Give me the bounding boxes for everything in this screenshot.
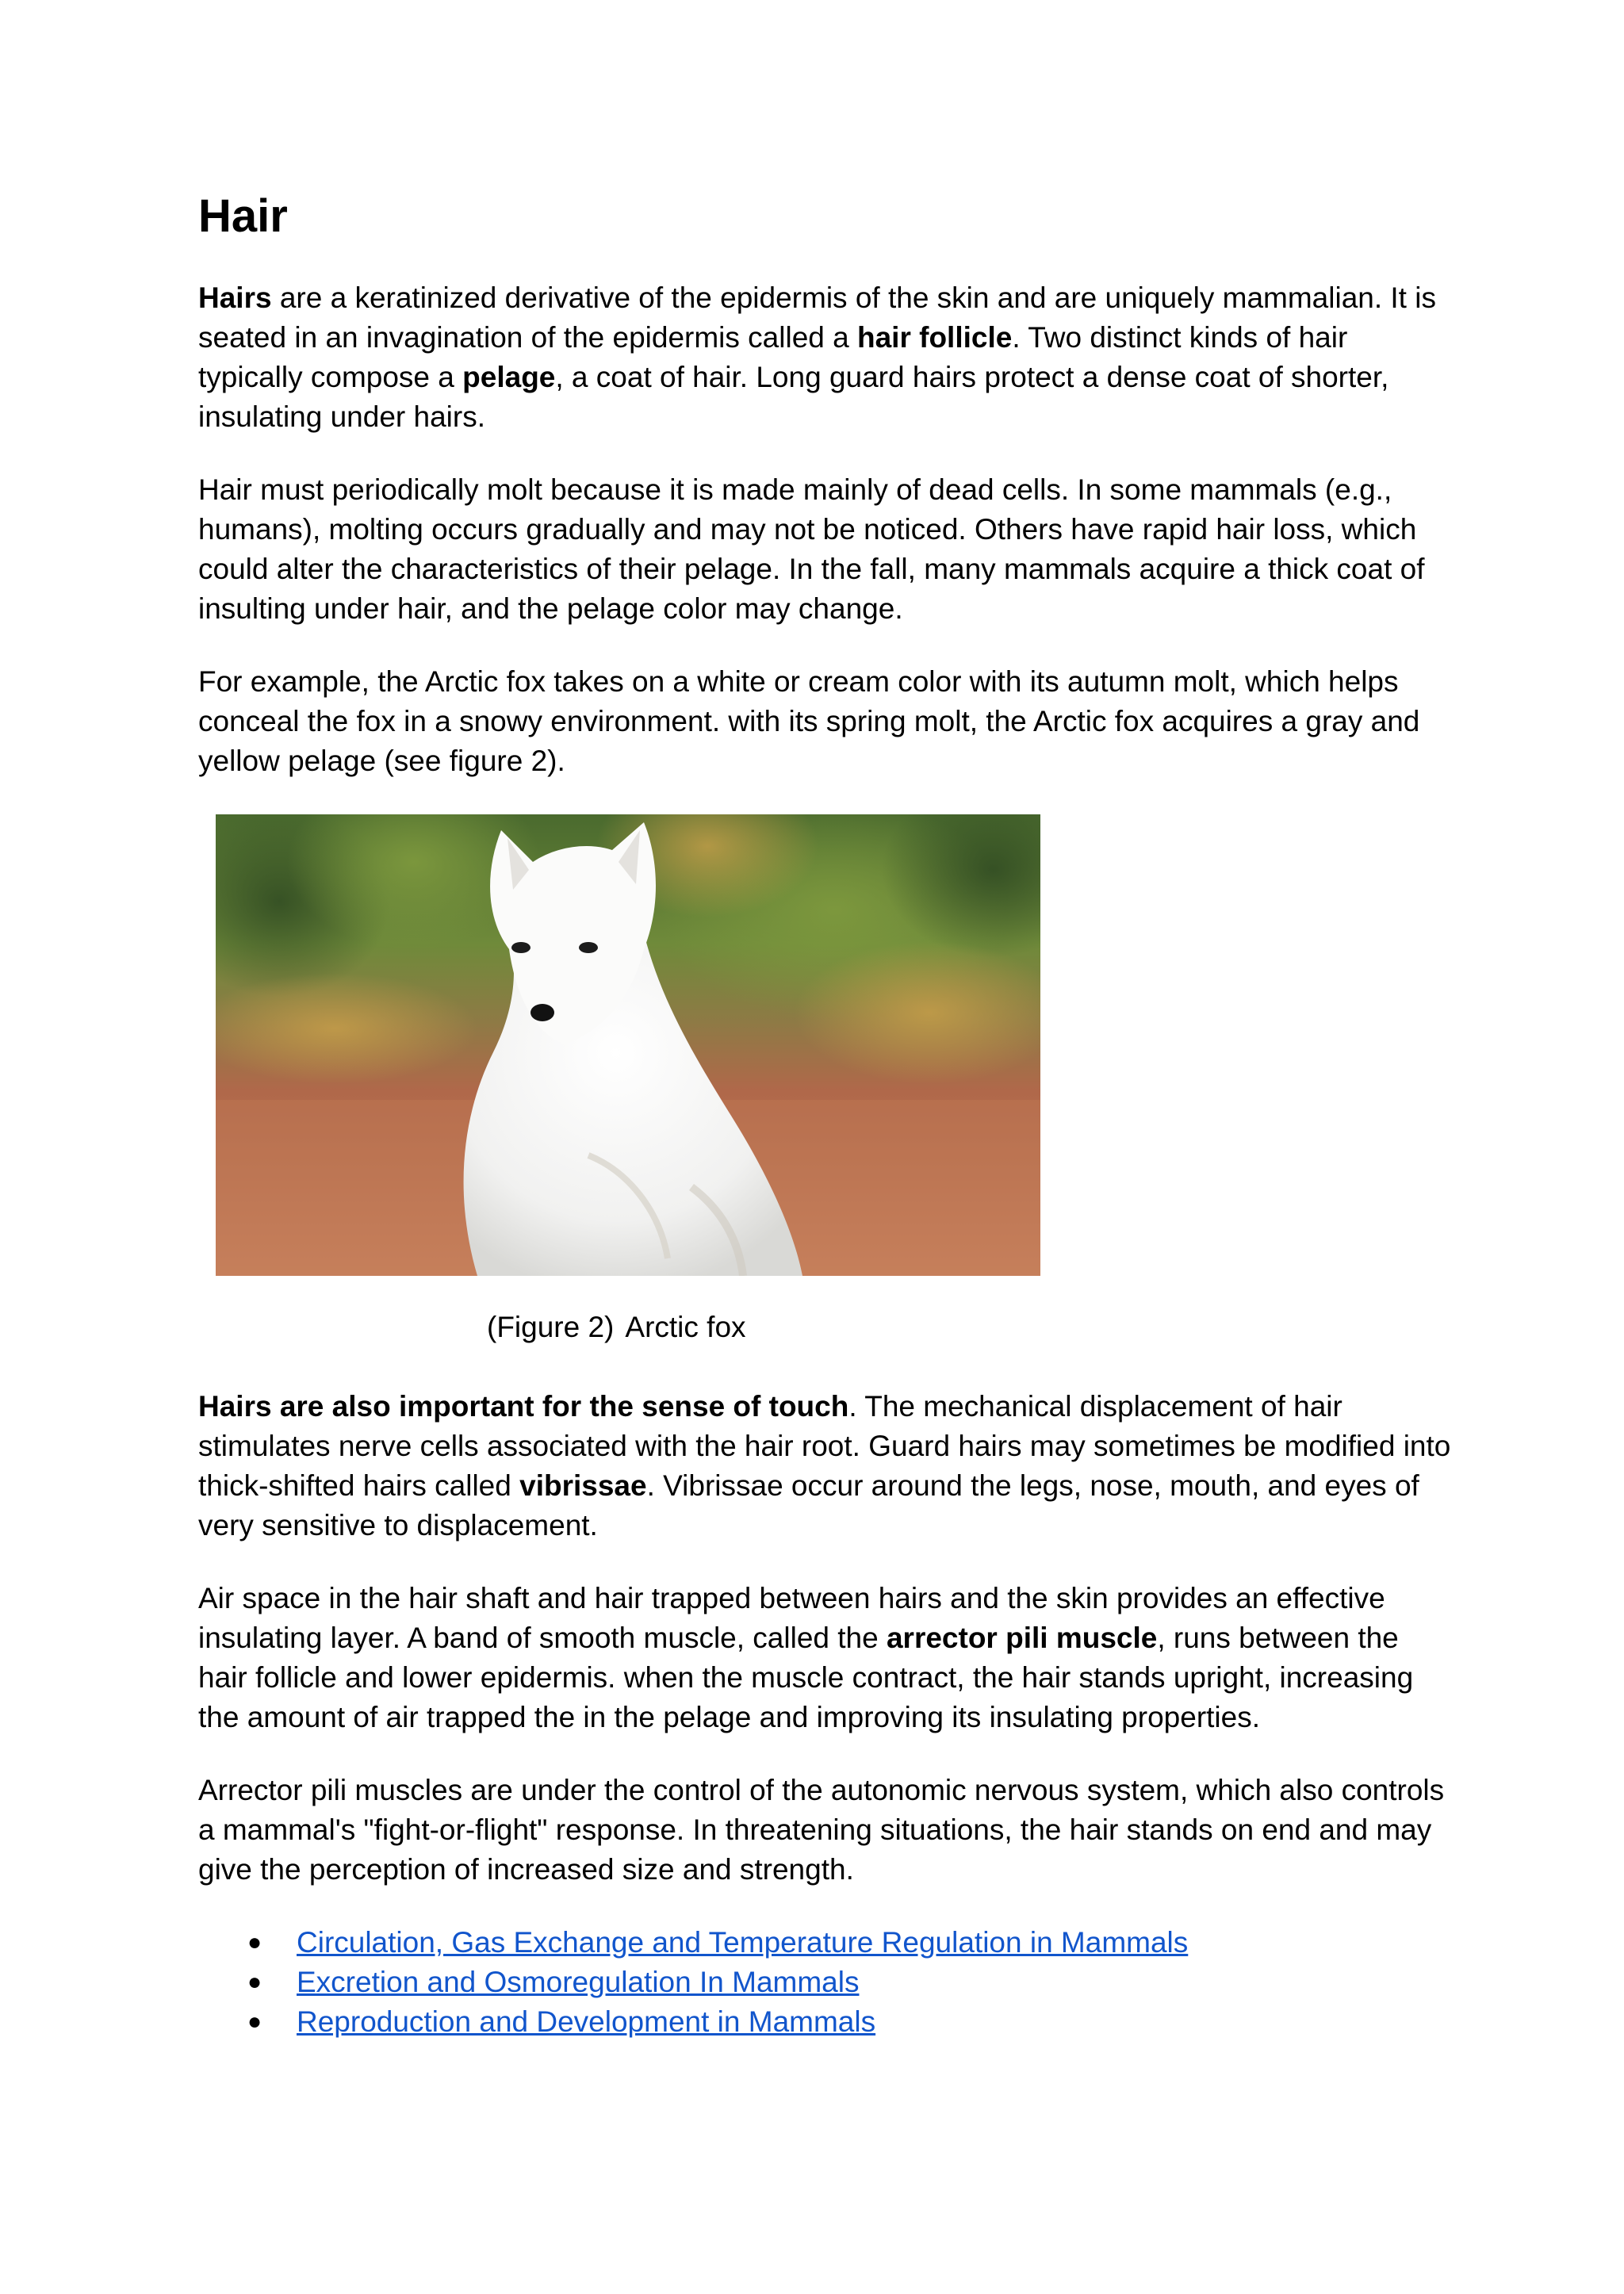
paragraph-molting: Hair must periodically molt because it is made mainly of dead cells. In some mammals (e.g., humans), molting occurs gradually and may not be noticed. Others have rapid hair loss, which could alter the characteristics of their pelage. In the fall, many mammals acquire a thick coat of insulting under hair, and the pelage color may change. [198,473,1425,625]
link-excretion[interactable]: Excretion and Osmoregulation In Mammals [297,1965,860,1998]
paragraph-text: Air space in the hair shaft and hair trapped between hairs and the skin provides an effective insulating layer. A band of smooth muscle, called the [198,1581,1385,1654]
link-circulation[interactable]: Circulation, Gas Exchange and Temperature Regulation in Mammals [297,1925,1189,1959]
paragraph-insulation [198,1579,1451,1737]
paragraph-fight-or-flight: Arrector pili muscles are under the control of the autonomic nervous system, which also controls a mammal's "fight-or-flight" response. In threatening situations, the hair stands on end and may give the perception of increased size and strength. [198,1773,1445,1886]
bullet-icon: ● [247,2008,262,2035]
arctic-fox-photo [216,814,1040,1276]
term-sense-of-touch: Hairs are also important for the sense of touch [198,1389,849,1423]
list-item [247,2002,1451,2042]
paragraph-text: , a coat of hair. Long guard hairs protect a dense coat of shorter, insulating under hairs. [198,360,1389,433]
term-arrector-pili-muscle: arrector pili muscle [886,1621,1158,1654]
bullet-icon: ● [247,1968,262,1995]
paragraph-text: . Two distinct kinds of hair typically compose a [198,320,1348,393]
term-pelage: pelage [462,360,556,393]
figure-caption [487,1308,1451,1347]
paragraph-text: , runs between the hair follicle and lower epidermis. when the muscle contract, the hair stands upright, increasing the amount of air trapped the in the pelage and improving its insulating properties. [198,1621,1414,1733]
document-page [198,190,1451,2042]
page-title: Hair [198,190,288,242]
paragraph-arctic-fox: For example, the Arctic fox takes on a white or cream color with its autumn molt, which helps conceal the fox in a snowy environment. with its spring molt, the Arctic fox acquires a gray and yellow pelage (see figure 2). [198,664,1420,777]
term-hairs: Hairs [198,281,272,314]
related-links-list [198,1923,1451,2042]
list-item [247,1963,1451,2002]
paragraph-hairs-intro [198,278,1451,437]
figure-caption-text: Arctic fox [625,1310,746,1343]
term-vibrissae: vibrissae [519,1469,647,1502]
link-reproduction[interactable]: Reproduction and Development in Mammals [297,2005,876,2038]
term-hair-follicle: hair follicle [856,320,1013,354]
bullet-icon: ● [247,1928,262,1955]
list-item [247,1923,1451,1963]
paragraph-text: . The mechanical displacement of hair stimulates nerve cells associated with the hair root. Guard hairs may sometimes be modified into thick-shifted hairs called [198,1389,1451,1502]
paragraph-text: are a keratinized derivative of the epidermis of the skin and are uniquely mammalian. It is seated in an invagination of the epidermis called a [198,281,1436,354]
paragraph-text: . Vibrissae occur around the legs, nose, mouth, and eyes of very sensitive to displacement. [198,1469,1419,1541]
figure-number: (Figure 2) [487,1310,615,1343]
paragraph-touch [198,1387,1451,1545]
